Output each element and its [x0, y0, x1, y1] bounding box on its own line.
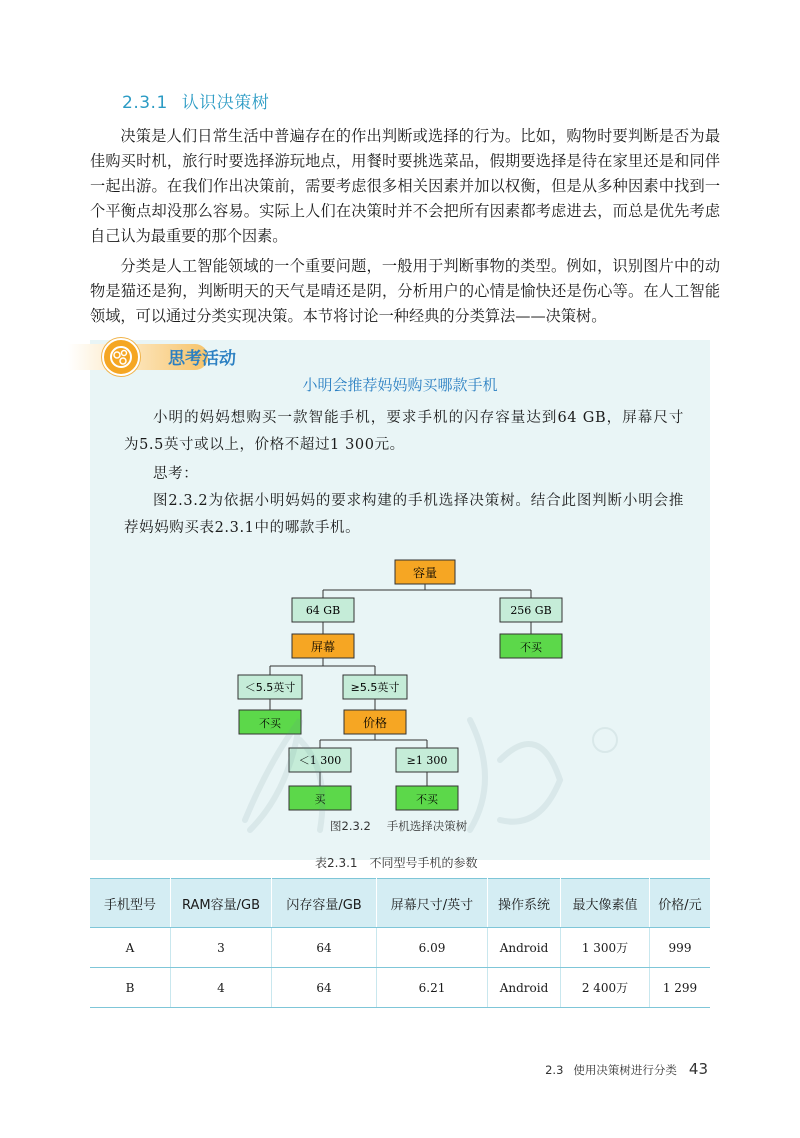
- table-cell: Android: [488, 928, 561, 968]
- table-cell: 6.21: [377, 968, 488, 1008]
- table-cell: 64: [272, 928, 377, 968]
- tree-node-screen-ge-label: ≥5.5英寸: [350, 681, 400, 694]
- tree-node-no-buy-256-label: 不买: [520, 641, 542, 654]
- tree-node-screen-lt: [238, 675, 302, 699]
- table-cell: 1 299: [650, 968, 711, 1008]
- table-cell: 1 300万: [561, 928, 650, 968]
- activity-think-label: 思考：: [153, 466, 199, 482]
- table-header: 闪存容量/GB: [272, 879, 377, 928]
- activity-title: 小明会推荐妈妈购买哪款手机: [302, 376, 498, 394]
- phone-params-table: [90, 878, 710, 1008]
- table-header: RAM容量/GB: [171, 879, 272, 928]
- table-row: [90, 968, 710, 1008]
- figure-number: 图2.3.2: [330, 819, 371, 833]
- activity-text-1: 小明的妈妈想购买一款智能手机，要求手机的闪存容量达到64 GB，屏幕尺寸为5.5英寸或以上，价格不超过1 300元。: [124, 410, 684, 453]
- figure-caption-text: 手机选择决策树: [386, 819, 468, 833]
- table-header-row: [90, 879, 710, 928]
- table-cell: B: [90, 968, 171, 1008]
- tree-node-no-buy-price: [396, 786, 458, 810]
- tree-node-root-label: 容量: [412, 566, 438, 580]
- table-header: 最大像素值: [561, 879, 650, 928]
- tree-node-price-ge: [396, 748, 458, 772]
- table-cell: 999: [650, 928, 711, 968]
- tree-node-buy-label: 买: [314, 793, 326, 806]
- table-row: [90, 928, 710, 968]
- tree-node-price: [344, 710, 406, 734]
- tree-node-price-ge-label: ≥1 300: [406, 754, 448, 767]
- publisher-watermark: [245, 720, 617, 830]
- tree-node-256gb-label: 256 GB: [510, 604, 552, 617]
- paragraph-1: 决策是人们日常生活中普遍存在的作出判断或选择的行为。比如，购物时要判断是否为最佳购买时机，旅行时要选择游玩地点，用餐时要挑选菜品，假期要选择是待在家里还是和同伴一起出游。在我们作出决策前，需要考虑很多相关因素并加以权衡，但是从多种因素中找到一个平衡点却没那么容易。实际上人们在决策时并不会把所有因素都考虑进去，而总是优先考虑自己认为最重要的那个因素。: [90, 127, 720, 245]
- tree-node-64gb-label: 64 GB: [305, 604, 341, 617]
- tree-node-64gb: [292, 598, 354, 622]
- footer-title: 使用决策树进行分类: [573, 1063, 677, 1077]
- tree-node-no-buy-price-label: 不买: [416, 793, 438, 806]
- activity-label: 思考活动: [168, 349, 236, 369]
- footer-section: 2.3: [545, 1063, 564, 1077]
- table-cell: A: [90, 928, 171, 968]
- tree-node-256gb: [500, 598, 562, 622]
- table-cell: 3: [171, 928, 272, 968]
- tree-node-screen-ge: [343, 675, 407, 699]
- activity-text-2: 图2.3.2为依据小明妈妈的要求构建的手机选择决策树。结合此图判断小明会推荐妈妈购买表2.3.1中的哪款手机。: [124, 493, 684, 536]
- page-footer: [545, 1060, 708, 1078]
- tree-node-screen: [292, 634, 354, 658]
- table-cell: 64: [272, 968, 377, 1008]
- table-number: 表2.3.1: [315, 856, 358, 870]
- tree-node-screen-lt-label: ＜5.5英寸: [244, 681, 296, 694]
- tree-node-no-buy-256: [500, 634, 562, 658]
- figure-caption: [330, 818, 467, 834]
- table-cell: 2 400万: [561, 968, 650, 1008]
- tree-node-root: [395, 560, 455, 584]
- section-title: 认识决策树: [181, 93, 270, 113]
- table-cell: 4: [171, 968, 272, 1008]
- paragraph-2: 分类是人工智能领域的一个重要问题，一般用于判断事物的类型。例如，识别图片中的动物是猫还是狗，判断明天的天气是晴还是阴，分析用户的心情是愉快还是伤心等。在人工智能领域，可以通过分类实现决策。本节将讨论一种经典的分类算法——决策树。: [90, 257, 720, 325]
- table-header: 屏幕尺寸/英寸: [377, 879, 488, 928]
- page-number: 43: [688, 1060, 708, 1078]
- tree-node-price-label: 价格: [362, 716, 388, 730]
- section-number: 2.3.1: [122, 93, 168, 113]
- tree-node-no-buy-screen-label: 不买: [259, 717, 281, 730]
- table-header: 手机型号: [90, 879, 171, 928]
- table-header: 操作系统: [488, 879, 561, 928]
- table-caption-text: 不同型号手机的参数: [369, 856, 478, 870]
- table-cell: 6.09: [377, 928, 488, 968]
- tree-node-price-lt-label: ＜1 300: [298, 754, 342, 767]
- table-caption: [315, 854, 478, 871]
- table-cell: Android: [488, 968, 561, 1008]
- tree-node-screen-label: 屏幕: [310, 640, 336, 654]
- table-header: 价格/元: [650, 879, 711, 928]
